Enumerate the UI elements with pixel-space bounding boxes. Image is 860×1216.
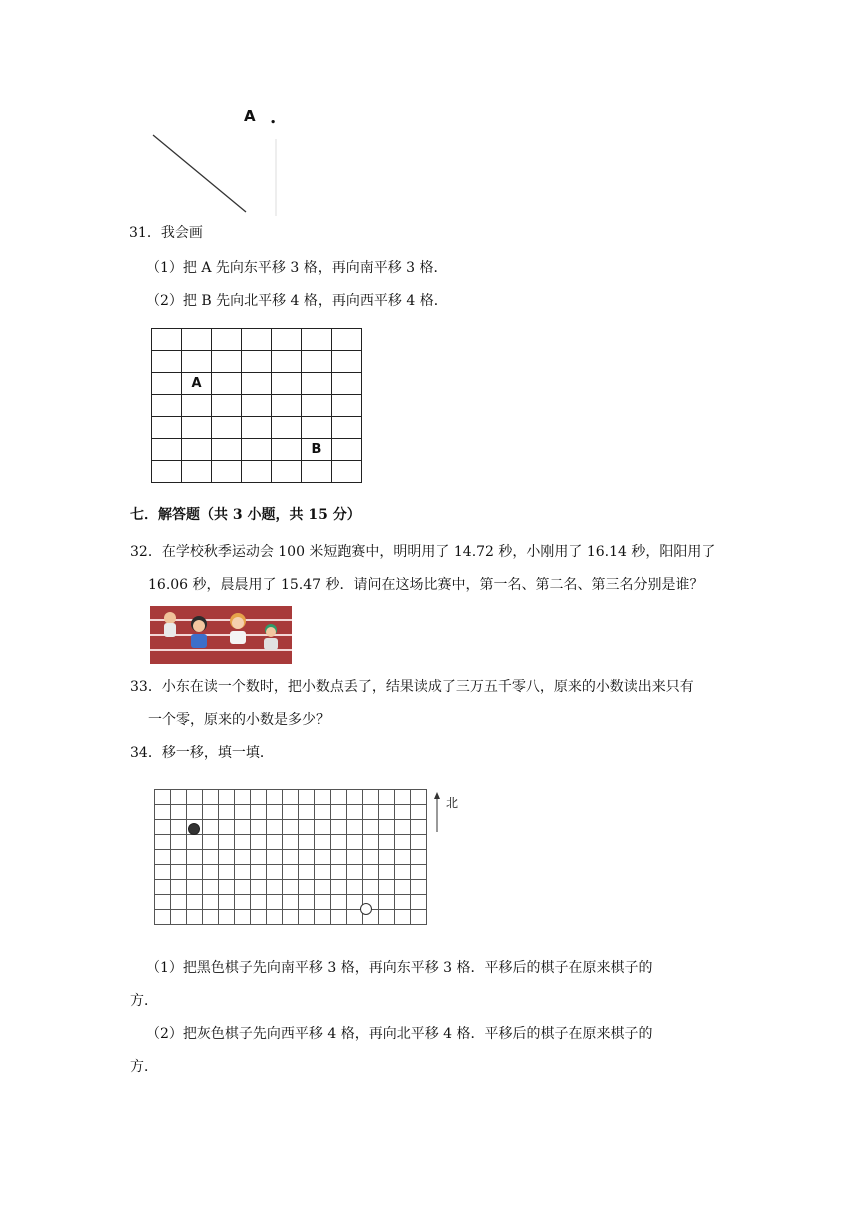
- grid-cell: [212, 395, 242, 417]
- grid-cell: [242, 395, 272, 417]
- grid-cell: [182, 461, 212, 483]
- fine-grid-cell: [267, 805, 283, 820]
- grid-cell: [272, 461, 302, 483]
- fine-grid-cell: [203, 805, 219, 820]
- fine-grid-cell: [187, 850, 203, 865]
- fine-grid-cell: [299, 895, 315, 910]
- fine-grid-cell: [363, 880, 379, 895]
- fine-grid-cell: [251, 805, 267, 820]
- fine-grid-cell: [315, 865, 331, 880]
- grid-cell: [212, 351, 242, 373]
- fine-grid-cell: [331, 880, 347, 895]
- fine-grid-cell: [315, 880, 331, 895]
- grid-cell: [332, 439, 362, 461]
- north-label: 北: [446, 796, 459, 810]
- fine-grid-cell: [347, 850, 363, 865]
- q34-item-1-line-2: 方．: [130, 993, 158, 1009]
- fine-grid-cell: [411, 880, 427, 895]
- grid-cell: [272, 417, 302, 439]
- fine-grid-cell: [251, 910, 267, 925]
- fine-grid-cell: [379, 790, 395, 805]
- fine-grid-cell: [299, 835, 315, 850]
- fine-grid-cell: [283, 865, 299, 880]
- fine-grid-cell: [235, 895, 251, 910]
- fine-grid-cell: [251, 880, 267, 895]
- fine-grid-cell: [331, 850, 347, 865]
- fine-grid-cell: [219, 910, 235, 925]
- fine-grid-cell: [267, 895, 283, 910]
- fine-grid-cell: [251, 820, 267, 835]
- fine-grid-cell: [411, 895, 427, 910]
- fine-grid-cell: [411, 835, 427, 850]
- fine-grid-cell: [155, 820, 171, 835]
- grid-cell: [272, 395, 302, 417]
- fine-grid-cell: [203, 880, 219, 895]
- fine-grid-cell: [267, 820, 283, 835]
- fine-grid-cell: [235, 805, 251, 820]
- fine-grid-cell: [283, 850, 299, 865]
- q34-title: 34．移一移，填一填．: [130, 745, 274, 761]
- fine-grid-cell: [411, 850, 427, 865]
- grid-cell: [212, 329, 242, 351]
- fine-grid-cell: [283, 805, 299, 820]
- fine-grid-cell: [267, 865, 283, 880]
- fine-grid-cell: [267, 790, 283, 805]
- q34-grid: [154, 789, 427, 925]
- fine-grid-cell: [363, 850, 379, 865]
- fine-grid-cell: [203, 865, 219, 880]
- fine-grid-cell: [299, 790, 315, 805]
- fine-grid-cell: [379, 820, 395, 835]
- fine-grid-cell: [331, 820, 347, 835]
- fine-grid-cell: [203, 790, 219, 805]
- fine-grid-cell: [299, 850, 315, 865]
- fine-grid-cell: [267, 910, 283, 925]
- fine-grid-cell: [171, 850, 187, 865]
- fine-grid-cell: [203, 820, 219, 835]
- fine-grid-cell: [219, 805, 235, 820]
- fine-grid-cell: [379, 865, 395, 880]
- fine-grid-cell: [251, 835, 267, 850]
- fine-grid-cell: [187, 910, 203, 925]
- fine-grid-cell: [267, 835, 283, 850]
- grid-cell: [182, 329, 212, 351]
- fine-grid-cell: [219, 880, 235, 895]
- fine-grid-cell: [395, 835, 411, 850]
- grid-cell: [332, 461, 362, 483]
- fine-grid-cell: [395, 820, 411, 835]
- fine-grid-cell: [331, 895, 347, 910]
- grid-cell: [272, 329, 302, 351]
- fine-grid-cell: [219, 835, 235, 850]
- fine-grid-cell: [331, 865, 347, 880]
- grid-cell: [242, 417, 272, 439]
- fine-grid-cell: [411, 820, 427, 835]
- grid-cell: [152, 417, 182, 439]
- fine-grid-cell: [251, 850, 267, 865]
- fine-grid-cell: [235, 835, 251, 850]
- grid-cell: [302, 373, 332, 395]
- grid-cell: [242, 329, 272, 351]
- grid-cell: [152, 461, 182, 483]
- black-stone: [188, 823, 200, 835]
- fine-grid-cell: [187, 805, 203, 820]
- q34-item-2-line-2: 方．: [130, 1059, 158, 1075]
- grid-cell: [212, 461, 242, 483]
- fine-grid-cell: [379, 880, 395, 895]
- fine-grid-cell: [331, 835, 347, 850]
- fine-grid-cell: [299, 910, 315, 925]
- fine-grid-cell: [203, 910, 219, 925]
- grid-cell: [182, 351, 212, 373]
- section7-heading: 七．解答题（共 3 小题，共 15 分）: [130, 507, 361, 523]
- fine-grid-cell: [379, 835, 395, 850]
- grid-cell: [272, 439, 302, 461]
- top-figure: [140, 95, 290, 220]
- grid-cell: [302, 395, 332, 417]
- fine-grid-cell: [395, 880, 411, 895]
- fine-grid-cell: [315, 820, 331, 835]
- grid-cell: [332, 329, 362, 351]
- q34-item-2-line-1: （2）把灰色棋子先向西平移 4 格，再向北平移 4 格．平移后的棋子在原来棋子的: [146, 1026, 653, 1042]
- fine-grid-cell: [363, 805, 379, 820]
- grid-cell-a: A: [182, 373, 212, 395]
- grid-cell: [272, 351, 302, 373]
- fine-grid-cell: [347, 835, 363, 850]
- fine-grid-cell: [299, 805, 315, 820]
- point-a-label: A: [244, 107, 256, 125]
- q33-line-1: 33．小东在读一个数时，把小数点丢了，结果读成了三万五千零八，原来的小数读出来只有: [130, 679, 694, 695]
- fine-grid-cell: [283, 790, 299, 805]
- fine-grid-cell: [395, 865, 411, 880]
- grid-cell: [152, 373, 182, 395]
- fine-grid-cell: [283, 880, 299, 895]
- fine-grid-cell: [395, 895, 411, 910]
- fine-grid-cell: [219, 820, 235, 835]
- fine-grid-cell: [283, 835, 299, 850]
- fine-grid-cell: [363, 790, 379, 805]
- fine-grid-cell: [331, 805, 347, 820]
- north-arrow: [431, 792, 461, 832]
- grid-cell: [242, 373, 272, 395]
- fine-grid-cell: [395, 850, 411, 865]
- grid-cell: [152, 439, 182, 461]
- grid-cell: [212, 373, 242, 395]
- grid-cell: [182, 417, 212, 439]
- fine-grid-cell: [315, 850, 331, 865]
- fine-grid-cell: [187, 835, 203, 850]
- grid-cell: [332, 351, 362, 373]
- fine-grid-cell: [171, 880, 187, 895]
- running-track-image: [150, 606, 292, 664]
- q33-line-2: 一个零，原来的小数是多少？: [148, 712, 330, 728]
- fine-grid-cell: [235, 850, 251, 865]
- fine-grid-cell: [363, 820, 379, 835]
- fine-grid-cell: [411, 805, 427, 820]
- fine-grid-cell: [411, 790, 427, 805]
- fine-grid-cell: [315, 910, 331, 925]
- fine-grid-cell: [187, 790, 203, 805]
- fine-grid-cell: [315, 805, 331, 820]
- fine-grid-cell: [395, 805, 411, 820]
- fine-grid-cell: [187, 865, 203, 880]
- fine-grid-cell: [299, 880, 315, 895]
- fine-grid-cell: [315, 895, 331, 910]
- grid-cell: [182, 439, 212, 461]
- fine-grid-cell: [171, 805, 187, 820]
- fine-grid-cell: [267, 880, 283, 895]
- fine-grid-cell: [411, 910, 427, 925]
- fine-grid-cell: [331, 790, 347, 805]
- fine-grid-cell: [347, 805, 363, 820]
- fine-grid-cell: [171, 835, 187, 850]
- fine-grid-cell: [187, 880, 203, 895]
- fine-grid-cell: [363, 865, 379, 880]
- fine-grid-cell: [315, 790, 331, 805]
- grid-cell: [152, 329, 182, 351]
- grid-cell: [182, 395, 212, 417]
- fine-grid-cell: [219, 895, 235, 910]
- grid-cell: [332, 417, 362, 439]
- fine-grid-cell: [155, 895, 171, 910]
- q34-grid-table: [154, 789, 427, 925]
- q32-line-1: 32．在学校秋季运动会 100 米短跑赛中，明明用了 14.72 秒，小刚用了 16.14 秒，阳阳用了: [130, 544, 716, 560]
- white-stone: [360, 903, 372, 915]
- grid-cell: [242, 439, 272, 461]
- fine-grid-cell: [251, 790, 267, 805]
- fine-grid-cell: [283, 820, 299, 835]
- q31-grid: [151, 328, 362, 483]
- q31-grid-table: [151, 328, 362, 483]
- fine-grid-cell: [235, 910, 251, 925]
- grid-cell: [212, 417, 242, 439]
- fine-grid-cell: [203, 835, 219, 850]
- fine-grid-cell: [155, 850, 171, 865]
- fine-grid-cell: [155, 865, 171, 880]
- grid-cell: [152, 351, 182, 373]
- grid-cell: [272, 373, 302, 395]
- runners-illustration: [150, 606, 292, 664]
- fine-grid-cell: [155, 880, 171, 895]
- fine-grid-cell: [235, 865, 251, 880]
- grid-cell: [332, 373, 362, 395]
- grid-cell: [332, 395, 362, 417]
- grid-cell: [302, 461, 332, 483]
- fine-grid-cell: [347, 880, 363, 895]
- fine-grid-cell: [395, 790, 411, 805]
- q31-item-2: （2）把 B 先向北平移 4 格，再向西平移 4 格．: [146, 293, 448, 309]
- fine-grid-cell: [411, 865, 427, 880]
- fine-grid-cell: [219, 865, 235, 880]
- north-arrow-icon: [431, 792, 443, 832]
- fine-grid-cell: [203, 895, 219, 910]
- q31-item-1: （1）把 A 先向东平移 3 格，再向南平移 3 格．: [146, 260, 448, 276]
- fine-grid-cell: [203, 850, 219, 865]
- fine-grid-cell: [283, 895, 299, 910]
- fine-grid-cell: [155, 835, 171, 850]
- grid-cell: [152, 395, 182, 417]
- grid-cell: [302, 329, 332, 351]
- point-a-dot: .: [270, 107, 277, 128]
- grid-cell: [242, 461, 272, 483]
- grid-cell: [302, 417, 332, 439]
- fine-grid-cell: [315, 835, 331, 850]
- fine-grid-cell: [171, 820, 187, 835]
- grid-cell: [212, 439, 242, 461]
- fine-grid-cell: [235, 790, 251, 805]
- segment-figure: [140, 95, 290, 220]
- fine-grid-cell: [235, 880, 251, 895]
- fine-grid-cell: [379, 895, 395, 910]
- fine-grid-cell: [267, 850, 283, 865]
- fine-grid-cell: [283, 910, 299, 925]
- fine-grid-cell: [219, 790, 235, 805]
- fine-grid-cell: [155, 790, 171, 805]
- fine-grid-cell: [155, 910, 171, 925]
- fine-grid-cell: [379, 850, 395, 865]
- fine-grid-cell: [219, 850, 235, 865]
- fine-grid-cell: [171, 895, 187, 910]
- fine-grid-cell: [347, 790, 363, 805]
- fine-grid-cell: [171, 790, 187, 805]
- fine-grid-cell: [251, 895, 267, 910]
- grid-cell: [242, 351, 272, 373]
- fine-grid-cell: [395, 910, 411, 925]
- fine-grid-cell: [379, 805, 395, 820]
- q31-title: 31．我会画: [129, 225, 203, 241]
- fine-grid-cell: [363, 835, 379, 850]
- q32-line-2: 16.06 秒，晨晨用了 15.47 秒．请问在这场比赛中，第一名、第二名、第三名分别是谁？: [148, 577, 704, 593]
- fine-grid-cell: [171, 910, 187, 925]
- fine-grid-cell: [171, 865, 187, 880]
- grid-cell-b: B: [302, 439, 332, 461]
- fine-grid-cell: [379, 910, 395, 925]
- fine-grid-cell: [187, 895, 203, 910]
- fine-grid-cell: [299, 820, 315, 835]
- fine-grid-cell: [251, 865, 267, 880]
- fine-grid-cell: [235, 820, 251, 835]
- fine-grid-cell: [347, 820, 363, 835]
- fine-grid-cell: [299, 865, 315, 880]
- fine-grid-cell: [155, 805, 171, 820]
- q34-item-1-line-1: （1）把黑色棋子先向南平移 3 格，再向东平移 3 格．平移后的棋子在原来棋子的: [146, 960, 653, 976]
- fine-grid-cell: [347, 865, 363, 880]
- fine-grid-cell: [331, 910, 347, 925]
- grid-cell: [302, 351, 332, 373]
- line-segment: [153, 135, 246, 212]
